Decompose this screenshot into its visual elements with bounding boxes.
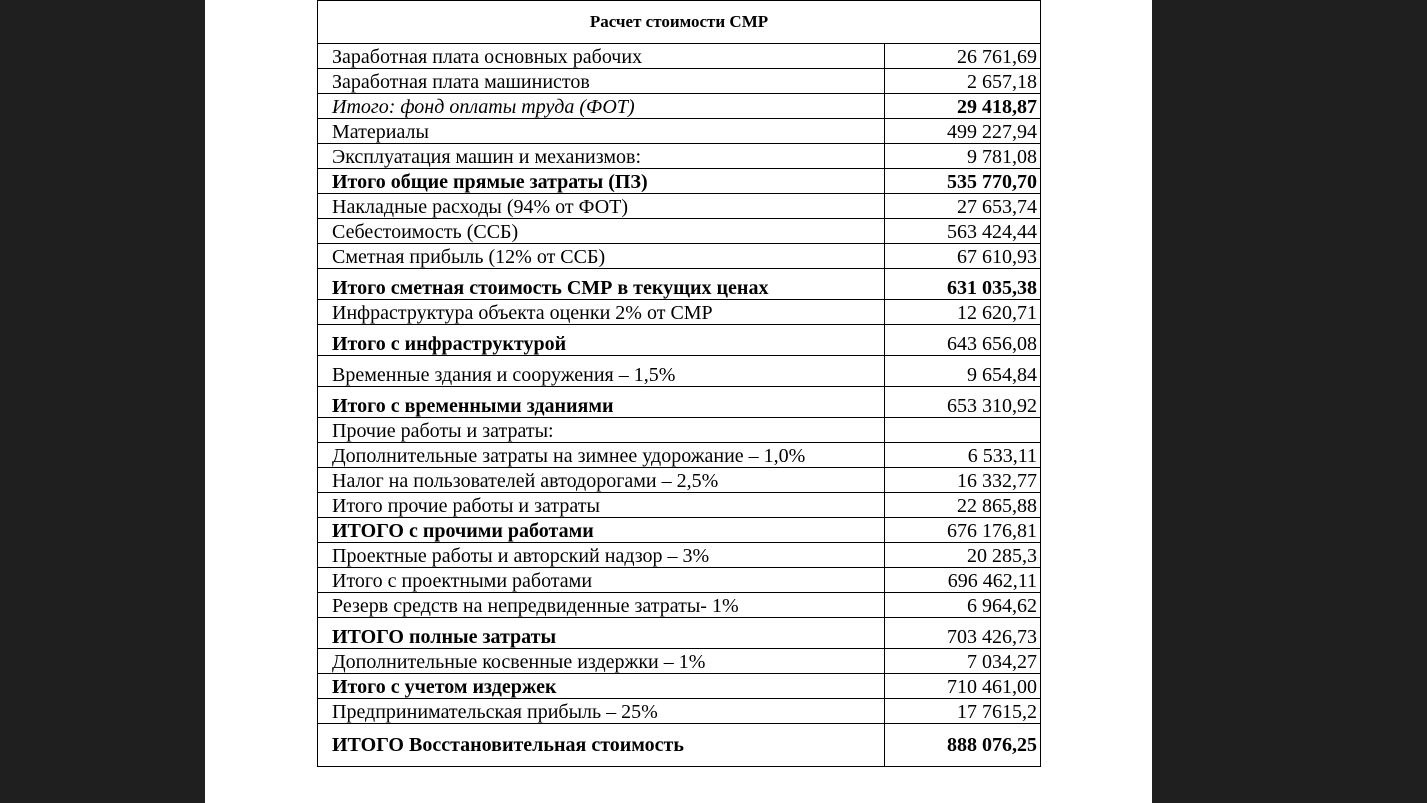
row-value: 9 781,08 (885, 144, 1041, 169)
row-label: Прочие работы и затраты: (318, 418, 885, 443)
row-value: 22 865,88 (885, 493, 1041, 518)
table-row (318, 618, 1041, 649)
table-row (318, 568, 1041, 593)
table-row (318, 518, 1041, 543)
row-label: Накладные расходы (94% от ФОТ) (318, 194, 885, 219)
row-label: Проектные работы и авторский надзор – 3% (318, 543, 885, 568)
row-label: ИТОГО Восстановительная стоимость (318, 724, 885, 767)
row-label: Итого с инфраструктурой (318, 325, 885, 356)
table-row (318, 94, 1041, 119)
table-row (318, 244, 1041, 269)
table-row (318, 119, 1041, 144)
table-row (318, 144, 1041, 169)
row-label: Налог на пользователей автодорогами – 2,5% (318, 468, 885, 493)
table-row (318, 387, 1041, 418)
table-row (318, 69, 1041, 94)
cost-table (317, 0, 1041, 767)
row-label: Предпринимательская прибыль – 25% (318, 699, 885, 724)
table-row (318, 468, 1041, 493)
table-row (318, 724, 1041, 767)
row-value: 653 310,92 (885, 387, 1041, 418)
row-value: 535 770,70 (885, 169, 1041, 194)
table-row (318, 194, 1041, 219)
row-label: Итого сметная стоимость СМР в текущих ценах (318, 269, 885, 300)
row-value: 643 656,08 (885, 325, 1041, 356)
row-value: 16 332,77 (885, 468, 1041, 493)
table-row (318, 443, 1041, 468)
row-label: Итого: фонд оплаты труда (ФОТ) (318, 94, 885, 119)
table-row (318, 169, 1041, 194)
row-value: 6 533,11 (885, 443, 1041, 468)
row-value: 703 426,73 (885, 618, 1041, 649)
row-label: Итого с проектными работами (318, 568, 885, 593)
row-label: Итого с временными зданиями (318, 387, 885, 418)
row-label: Дополнительные затраты на зимнее удорожание – 1,0% (318, 443, 885, 468)
table-row (318, 674, 1041, 699)
row-label: Резерв средств на непредвиденные затраты- 1% (318, 593, 885, 618)
row-label: Себестоимость (ССБ) (318, 219, 885, 244)
row-label: Сметная прибыль (12% от ССБ) (318, 244, 885, 269)
row-value: 6 964,62 (885, 593, 1041, 618)
row-label: Материалы (318, 119, 885, 144)
table-row (318, 699, 1041, 724)
row-value (885, 418, 1041, 443)
row-label: ИТОГО полные затраты (318, 618, 885, 649)
row-value: 9 654,84 (885, 356, 1041, 387)
table-row (318, 649, 1041, 674)
table-row (318, 44, 1041, 69)
table-row (318, 300, 1041, 325)
row-value: 17 7615,2 (885, 699, 1041, 724)
table-row (318, 593, 1041, 618)
table-row (318, 356, 1041, 387)
row-label: Дополнительные косвенные издержки – 1% (318, 649, 885, 674)
table-title: Расчет стоимости СМР (318, 1, 1041, 44)
row-value: 67 610,93 (885, 244, 1041, 269)
row-value: 696 462,11 (885, 568, 1041, 593)
row-label: Заработная плата основных рабочих (318, 44, 885, 69)
row-value: 26 761,69 (885, 44, 1041, 69)
row-value: 888 076,25 (885, 724, 1041, 767)
table-row (318, 325, 1041, 356)
row-label: ИТОГО с прочими работами (318, 518, 885, 543)
row-label: Временные здания и сооружения – 1,5% (318, 356, 885, 387)
row-label: Заработная плата машинистов (318, 69, 885, 94)
row-label: Итого прочие работы и затраты (318, 493, 885, 518)
table-row (318, 493, 1041, 518)
row-value: 2 657,18 (885, 69, 1041, 94)
table-row (318, 219, 1041, 244)
row-label: Инфраструктура объекта оценки 2% от СМР (318, 300, 885, 325)
row-value: 20 285,3 (885, 543, 1041, 568)
table-header-row (318, 1, 1041, 44)
row-value: 676 176,81 (885, 518, 1041, 543)
row-value: 7 034,27 (885, 649, 1041, 674)
table-row (318, 543, 1041, 568)
row-value: 499 227,94 (885, 119, 1041, 144)
row-value: 27 653,74 (885, 194, 1041, 219)
row-value: 563 424,44 (885, 219, 1041, 244)
document-page (205, 0, 1152, 803)
row-value: 12 620,71 (885, 300, 1041, 325)
table-row (318, 418, 1041, 443)
row-label: Итого общие прямые затраты (ПЗ) (318, 169, 885, 194)
row-label: Эксплуатация машин и механизмов: (318, 144, 885, 169)
table-row (318, 269, 1041, 300)
row-label: Итого с учетом издержек (318, 674, 885, 699)
row-value: 710 461,00 (885, 674, 1041, 699)
row-value: 29 418,87 (885, 94, 1041, 119)
row-value: 631 035,38 (885, 269, 1041, 300)
